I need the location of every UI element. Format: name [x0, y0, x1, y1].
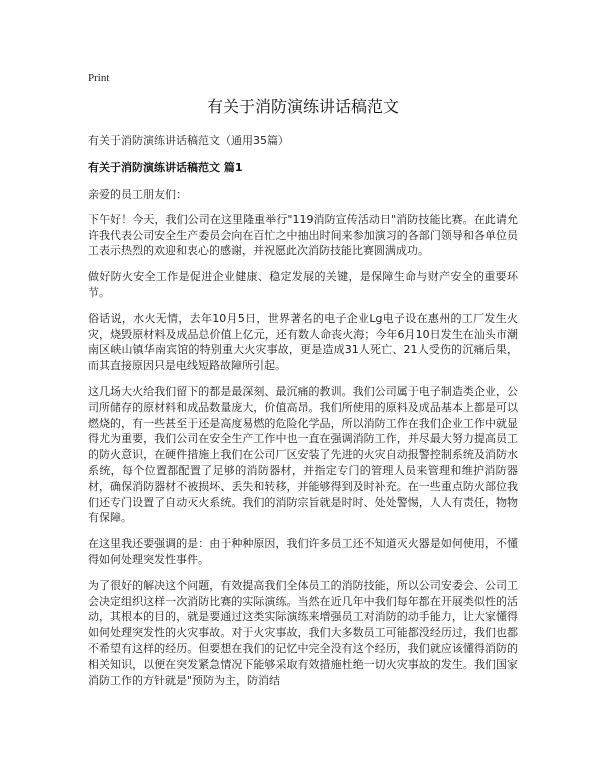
paragraph-greeting: 亲爱的员工朋友们： — [88, 188, 187, 201]
paragraph: 为了很好的解决这个问题，有效提高我们全体员工的消防技能，所以公司安委会、公司工会决定组织这样一次消防比赛的实际演练。当然在近几年中我们每年都在开展类似性的活动，其根本的目的，就是要通过这类实际演练来增强员工对消防的动手能力，让大家懂得如何处理突发性的火灾事故。对于火灾事故，我们大多数员工可能都没经历过，我们也都不希望有这样的经历。但要想在我们的记忆中完全没有这个经历，我们就应该懂得消防的相关知识，以便在突发紧急情况下能够采取有效措施杜绝一切火灾事故的发生。我们国家消防工作的方针就是"预防为主，防消结 — [88, 578, 518, 687]
section-heading: 有关于消防演练讲话稿范文 篇1 — [88, 161, 243, 174]
paragraph: 在这里我还要强调的是：由于种种原因，我们许多员工还不知道灭火器是如何使用，不懂得如何处理突发性事件。 — [88, 537, 518, 566]
document-subtitle: 有关于消防演练讲话稿范文（通用35篇） — [88, 134, 289, 147]
paragraph: 下午好！今天，我们公司在这里隆重举行"119消防宣传活动日"消防技能比赛。在此请允许我代表公司安全生产委员会向在百忙之中抽出时间来参加演习的各部门领导和各单位员工表示热烈的欢迎和衷心的感谢，并祝愿此次消防技能比赛圆满成功。 — [88, 212, 518, 258]
paragraph: 俗话说，水火无情，去年10月5日，世界著名的电子企业Lg电子设在惠州的工厂发生火灾，烧毁原材料及成品总价值上亿元，还有数人命丧火海；今年6月10日发生在汕头市潮南区峡山镇华南宾馆的特别重大火灾事故，更是造成31人死亡、21人受伤的沉痛后果，而其直接原因只是电线短路故障所引起。 — [88, 311, 518, 373]
document-body — [88, 187, 518, 698]
paragraph: 这几场大火给我们留下的都是最深刻、最沉痛的教训。我们公司属于电子制造类企业，公司所储存的原材料和成品数量庞大，价值高昂。我们所使用的原料及成品基本上都是可以燃烧的，有一些甚至于还是高度易燃的危险化学品，所以消防工作在我们企业工作中就显得尤为重要，我们公司在安全生产工作中也一直在强调消防工作，并尽最大努力提高员工的防火意识，在硬件措施上我们在公司厂区安装了先进的火灾自动报警控制系统及消防水系统，每个位置都配置了足够的消防器材，并指定专门的管理人员来管理和维护消防器材，确保消防器材不被损坏、丢失和转移，并能够得到及时补充。在一些重点防火部位我们还专门设置了自动灭火系统。我们的消防宗旨就是时时、处处警惕，人人有责任，物物有保障。 — [88, 384, 518, 525]
paragraph: 做好防火安全工作是促进企业健康、稳定发展的关键，是保障生命与财产安全的重要环节。 — [88, 270, 518, 299]
print-link[interactable]: Print — [88, 72, 110, 84]
document-title: 有关于消防演练讲话稿范文 — [206, 97, 399, 116]
